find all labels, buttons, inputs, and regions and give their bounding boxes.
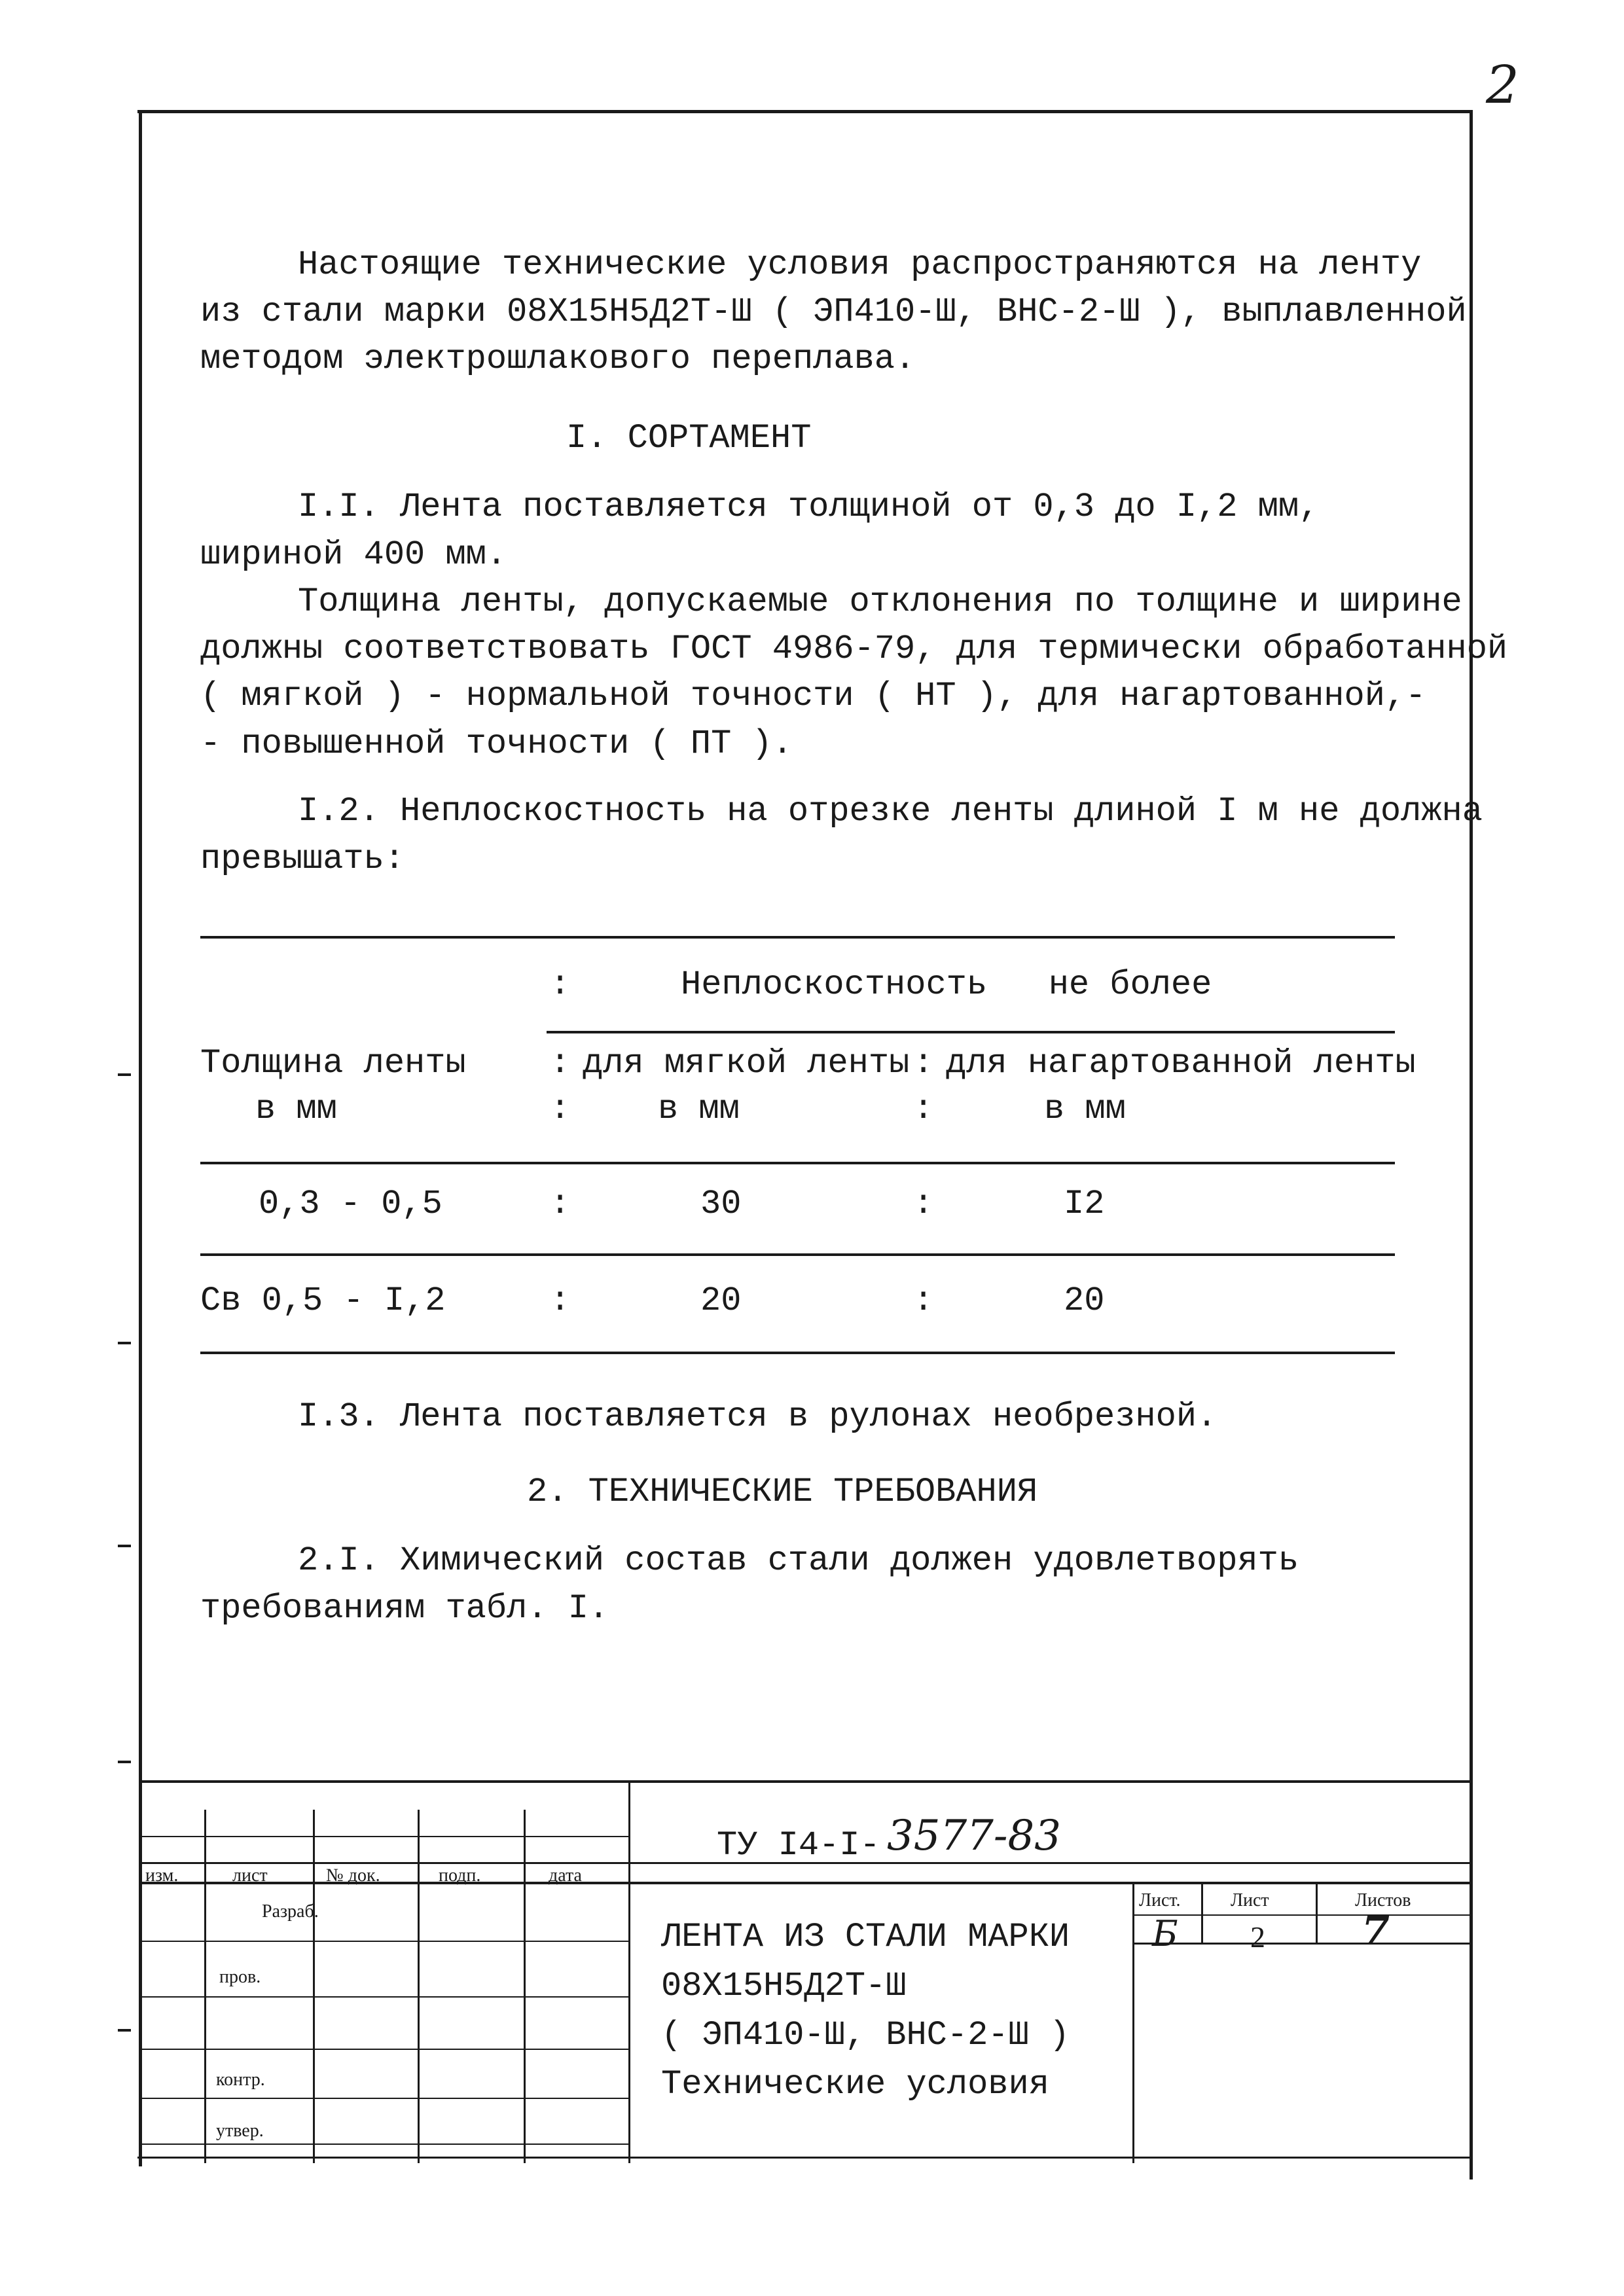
frame-top-border — [137, 110, 1473, 113]
table-separator: : — [550, 1044, 571, 1083]
stamp-v-line — [1201, 1882, 1203, 1944]
stamp-v-line — [313, 1810, 315, 2163]
stamp-v-line — [628, 1780, 630, 2163]
stamp-header-date: дата — [549, 1865, 582, 1886]
col-hard-header: для нагартованной ленты — [946, 1044, 1416, 1083]
margin-tick — [118, 1342, 131, 1344]
col-thickness-unit: в мм — [255, 1090, 337, 1128]
table-separator: : — [550, 1282, 571, 1320]
margin-tick — [118, 2029, 131, 2032]
table-group-header: Неплоскостность не более — [681, 965, 1212, 1004]
table-row-rule — [200, 1253, 1395, 1256]
stamp-h-line — [141, 1996, 628, 1998]
table-group-rule — [547, 1031, 1395, 1033]
section2-title: 2. ТЕХНИЧЕСКИЕ ТРЕБОВАНИЯ — [527, 1473, 1038, 1511]
table-separator: : — [550, 1090, 571, 1128]
stamp-h-line — [1132, 1914, 1473, 1916]
p2-1-line-2: требованиям табл. I. — [200, 1589, 609, 1628]
table-separator: : — [913, 1044, 934, 1083]
stamp-h-line — [141, 2049, 628, 2050]
p1-3: I.3. Лента поставляется в рулонах необрезной. — [298, 1397, 1218, 1436]
p1-1b-line-2: должны соответствовать ГОСТ 4986-79, для термически обработанной — [200, 630, 1508, 668]
table-top-rule — [200, 936, 1395, 939]
frame-left-border — [139, 111, 142, 2166]
doc-title-line-3: ( ЭП410-Ш, ВНС-2-Ш ) — [661, 2016, 1070, 2054]
frame-right-border — [1470, 111, 1473, 2179]
stamp-top-rule — [141, 1780, 1473, 1783]
margin-tick — [118, 1545, 131, 1547]
col-hard-unit: в мм — [1044, 1090, 1126, 1128]
section1-title: I. СОРТАМЕНТ — [566, 419, 812, 457]
table-separator: : — [913, 1282, 934, 1320]
stamp-v-line — [418, 1810, 420, 2163]
stamp-header-change: изм. — [145, 1865, 179, 1886]
stamp-h-line — [1132, 1943, 1473, 1945]
doc-title-line-1: ЛЕНТА ИЗ СТАЛИ МАРКИ — [661, 1918, 1070, 1956]
row-soft: 20 — [700, 1282, 742, 1320]
row-thickness: 0,3 - 0,5 — [259, 1185, 442, 1223]
table-separator: : — [913, 1185, 934, 1223]
table-separator: : — [550, 1185, 571, 1223]
stamp-v-line — [524, 1810, 526, 2163]
stamp-sheets-label: Листов — [1355, 1890, 1411, 1910]
page-number: 2 — [1486, 54, 1519, 115]
stamp-role-checker: пров. — [219, 1967, 261, 1987]
stamp-h-line — [141, 1941, 628, 1942]
table-bottom-rule — [200, 1352, 1395, 1354]
p1-2-line-2: превышать: — [200, 840, 405, 878]
intro-line-2: из стали марки 08Х15Н5Д2Т-Ш ( ЭП410-Ш, ВНС-2-Ш ), выплавленной — [200, 293, 1467, 331]
col-thickness-header: Толщина ленты — [200, 1044, 466, 1083]
stamp-sheet-label: Лист — [1231, 1890, 1269, 1910]
stamp-role-control: контр. — [216, 2070, 265, 2090]
p1-1b-line-1: Толщина ленты, допускаемые отклонения по толщине и ширине — [298, 583, 1462, 621]
doc-title-line-4: Технические условия — [661, 2065, 1049, 2104]
stamp-header-docno: № док. — [326, 1865, 380, 1886]
row-hard: I2 — [1064, 1185, 1105, 1223]
intro-line-3: методом электрошлакового переплава. — [200, 340, 916, 378]
col-soft-header: для мягкой ленты — [583, 1044, 910, 1083]
doc-code-handwritten: 3577-83 — [887, 1812, 1061, 1860]
stamp-header-sign: подп. — [439, 1865, 481, 1886]
stamp-lit-value: Б — [1152, 1913, 1178, 1954]
stamp-h-line — [141, 1836, 628, 1837]
stamp-sheet-value: 2 — [1250, 1920, 1265, 1954]
table-separator: : — [550, 965, 571, 1004]
p1-1b-line-4: - повышенной точности ( ПТ ). — [200, 725, 793, 763]
col-soft-unit: в мм — [658, 1090, 740, 1128]
stamp-header-sheet: лист — [232, 1865, 268, 1886]
intro-line-1: Настоящие технические условия распространяются на ленту — [298, 245, 1422, 284]
doc-title-line-2: 08Х15Н5Д2Т-Ш — [661, 1967, 907, 2005]
p2-1-line-1: 2.I. Химический состав стали должен удовлетворять — [298, 1541, 1299, 1580]
p1-1-line-1: I.I. Лента поставляется толщиной от 0,3 до I,2 мм, — [298, 488, 1320, 526]
stamp-v-line — [1316, 1882, 1318, 1944]
p1-1-line-2: шириной 400 мм. — [200, 535, 507, 574]
margin-tick — [118, 1761, 131, 1763]
stamp-v-line — [204, 1810, 206, 2163]
doc-code: ТУ I4-I- — [717, 1826, 880, 1865]
table-separator: : — [913, 1090, 934, 1128]
stamp-sheets-value: 7 — [1362, 1907, 1390, 1954]
margin-tick — [118, 1073, 131, 1076]
table-header-rule — [200, 1162, 1395, 1164]
stamp-role-approver: утвер. — [216, 2121, 264, 2141]
p1-2-line-1: I.2. Неплоскостность на отрезке ленты длиной I м не должна — [298, 792, 1483, 831]
row-soft: 30 — [700, 1185, 742, 1223]
stamp-h-line — [141, 2098, 628, 2099]
stamp-lit-label: Лист. — [1139, 1890, 1181, 1910]
stamp-v-line — [1132, 1882, 1134, 2163]
stamp-h-line — [141, 2144, 628, 2145]
stamp-role-developer: Разраб. — [262, 1901, 319, 1922]
row-hard: 20 — [1064, 1282, 1105, 1320]
row-thickness: Св 0,5 - I,2 — [200, 1282, 446, 1320]
stamp-bottom-rule — [137, 2157, 1473, 2159]
p1-1b-line-3: ( мягкой ) - нормальной точности ( НТ ), для нагартованной,- — [200, 677, 1426, 715]
